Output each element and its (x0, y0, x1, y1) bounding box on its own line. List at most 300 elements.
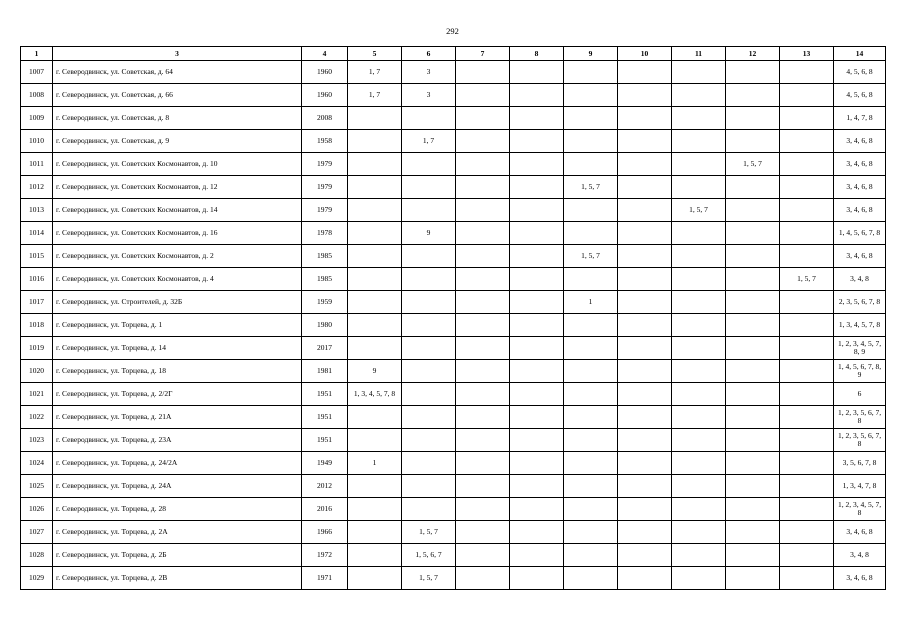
table-cell (510, 452, 564, 475)
table-cell (510, 475, 564, 498)
table-cell (456, 544, 510, 567)
table-cell: 1, 3, 4, 7, 8 (834, 475, 886, 498)
table-cell: 4, 5, 6, 8 (834, 84, 886, 107)
table-cell (456, 153, 510, 176)
table-cell (402, 337, 456, 360)
table-cell (402, 199, 456, 222)
row-number-cell: 1011 (21, 153, 53, 176)
table-cell (726, 567, 780, 590)
table-cell (564, 61, 618, 84)
table-cell (348, 475, 402, 498)
table-cell (456, 360, 510, 383)
table-cell (510, 383, 564, 406)
table-cell (672, 84, 726, 107)
table-cell: 3, 4, 6, 8 (834, 153, 886, 176)
table-cell (348, 429, 402, 452)
table-cell (456, 61, 510, 84)
table-cell (780, 337, 834, 360)
table-cell (672, 475, 726, 498)
table-cell: 1, 3, 4, 5, 7, 8 (834, 314, 886, 337)
table-cell (780, 567, 834, 590)
table-cell: 1, 5, 6, 7 (402, 544, 456, 567)
address-cell: г. Северодвинск, ул. Торцева, д. 28 (53, 498, 302, 521)
row-number-cell: 1024 (21, 452, 53, 475)
table-cell (564, 199, 618, 222)
table-cell (618, 268, 672, 291)
address-cell: г. Северодвинск, ул. Торцева, д. 24А (53, 475, 302, 498)
table-cell (672, 153, 726, 176)
table-cell (402, 314, 456, 337)
table-cell (780, 521, 834, 544)
table-cell (726, 360, 780, 383)
table-row (21, 268, 886, 291)
table-cell (402, 107, 456, 130)
table-cell (510, 406, 564, 429)
table-cell (510, 153, 564, 176)
address-cell: г. Северодвинск, ул. Советская, д. 64 (53, 61, 302, 84)
table-cell (726, 337, 780, 360)
table-cell (564, 268, 618, 291)
address-cell: г. Северодвинск, ул. Советских Космонавтов, д. 4 (53, 268, 302, 291)
table-cell (726, 406, 780, 429)
year-cell: 1971 (302, 567, 348, 590)
table-cell (510, 521, 564, 544)
column-header: 7 (456, 47, 510, 61)
table-header (21, 47, 886, 61)
table-cell (780, 222, 834, 245)
table-cell (618, 291, 672, 314)
column-header: 12 (726, 47, 780, 61)
table-cell (510, 498, 564, 521)
address-cell: г. Северодвинск, ул. Советских Космонавтов, д. 12 (53, 176, 302, 199)
table-cell: 3, 4, 8 (834, 544, 886, 567)
page-number: 292 (446, 26, 459, 36)
table-cell: 6 (834, 383, 886, 406)
table-cell (456, 314, 510, 337)
row-number-cell: 1029 (21, 567, 53, 590)
table-cell (726, 84, 780, 107)
table-row (21, 567, 886, 590)
table-cell (726, 291, 780, 314)
table-cell (618, 544, 672, 567)
table-cell (672, 429, 726, 452)
row-number-cell: 1018 (21, 314, 53, 337)
table-cell (348, 544, 402, 567)
table-cell: 3, 4, 6, 8 (834, 199, 886, 222)
table-cell (618, 245, 672, 268)
table-cell (456, 406, 510, 429)
table-cell: 1, 4, 5, 6, 7, 8, 9 (834, 360, 886, 383)
year-cell: 1978 (302, 222, 348, 245)
table-row (21, 383, 886, 406)
table-cell (456, 107, 510, 130)
table-cell (564, 107, 618, 130)
table-cell (348, 107, 402, 130)
table-cell (348, 337, 402, 360)
address-cell: г. Северодвинск, ул. Советских Космонавтов, д. 2 (53, 245, 302, 268)
year-cell: 1951 (302, 406, 348, 429)
table-cell (726, 222, 780, 245)
table-cell: 1, 7 (348, 84, 402, 107)
header-row (21, 47, 886, 61)
table-cell (726, 429, 780, 452)
table-row (21, 199, 886, 222)
table-cell (402, 452, 456, 475)
table-cell (618, 429, 672, 452)
table-cell (510, 245, 564, 268)
column-header: 14 (834, 47, 886, 61)
table-cell (564, 567, 618, 590)
table-cell (672, 360, 726, 383)
table-cell (672, 452, 726, 475)
table-row (21, 176, 886, 199)
year-cell: 2008 (302, 107, 348, 130)
table-cell (726, 452, 780, 475)
address-cell: г. Северодвинск, ул. Строителей, д. 32Б (53, 291, 302, 314)
table-cell (456, 567, 510, 590)
table-cell (618, 567, 672, 590)
table-cell (780, 84, 834, 107)
column-header: 13 (780, 47, 834, 61)
table-cell: 2, 3, 5, 6, 7, 8 (834, 291, 886, 314)
table-cell (672, 544, 726, 567)
table-cell (726, 268, 780, 291)
table-row (21, 475, 886, 498)
row-number-cell: 1027 (21, 521, 53, 544)
table-cell (672, 61, 726, 84)
table-cell (402, 245, 456, 268)
table-cell: 1, 7 (402, 130, 456, 153)
table-row (21, 291, 886, 314)
row-number-cell: 1007 (21, 61, 53, 84)
table-cell: 1, 2, 3, 5, 6, 7, 8 (834, 429, 886, 452)
year-cell: 1951 (302, 383, 348, 406)
address-cell: г. Северодвинск, ул. Торцева, д. 2/2Г (53, 383, 302, 406)
column-header: 4 (302, 47, 348, 61)
year-cell: 1985 (302, 268, 348, 291)
address-cell: г. Северодвинск, ул. Торцева, д. 2А (53, 521, 302, 544)
table-cell (780, 475, 834, 498)
table-cell (726, 383, 780, 406)
table-cell (510, 199, 564, 222)
table-cell: 1, 5, 7 (402, 567, 456, 590)
table-cell (726, 475, 780, 498)
table-cell: 1, 2, 3, 4, 5, 7, 8, 9 (834, 337, 886, 360)
table-cell: 3, 4, 8 (834, 268, 886, 291)
table-cell: 1, 5, 7 (564, 245, 618, 268)
year-cell: 1972 (302, 544, 348, 567)
table-cell (618, 475, 672, 498)
address-cell: г. Северодвинск, ул. Советских Космонавтов, д. 14 (53, 199, 302, 222)
table-cell: 3, 4, 6, 8 (834, 176, 886, 199)
address-cell: г. Северодвинск, ул. Торцева, д. 24/2А (53, 452, 302, 475)
table-cell (618, 452, 672, 475)
table-cell (348, 130, 402, 153)
table-cell (726, 130, 780, 153)
address-cell: г. Северодвинск, ул. Торцева, д. 2Б (53, 544, 302, 567)
table-cell (456, 291, 510, 314)
address-cell: г. Северодвинск, ул. Торцева, д. 14 (53, 337, 302, 360)
table-row (21, 406, 886, 429)
table-row (21, 153, 886, 176)
table-cell (564, 544, 618, 567)
address-cell: г. Северодвинск, ул. Торцева, д. 2В (53, 567, 302, 590)
table-cell (672, 521, 726, 544)
table-row (21, 314, 886, 337)
table-cell: 3 (402, 61, 456, 84)
row-number-cell: 1023 (21, 429, 53, 452)
address-cell: г. Северодвинск, ул. Советская, д. 8 (53, 107, 302, 130)
row-number-cell: 1012 (21, 176, 53, 199)
table-row (21, 521, 886, 544)
year-cell: 1985 (302, 245, 348, 268)
table-cell (618, 107, 672, 130)
table-cell (780, 245, 834, 268)
table-cell: 9 (402, 222, 456, 245)
year-cell: 1959 (302, 291, 348, 314)
table-cell (564, 360, 618, 383)
table-cell (780, 176, 834, 199)
table-cell (348, 268, 402, 291)
table-cell (456, 268, 510, 291)
table-cell (348, 521, 402, 544)
table-cell (618, 199, 672, 222)
year-cell: 1979 (302, 199, 348, 222)
row-number-cell: 1026 (21, 498, 53, 521)
table-cell (780, 452, 834, 475)
table-cell (348, 199, 402, 222)
column-header: 9 (564, 47, 618, 61)
table-cell (510, 567, 564, 590)
table-cell (726, 314, 780, 337)
table-cell (510, 107, 564, 130)
table-cell (780, 314, 834, 337)
table-cell (402, 291, 456, 314)
row-number-cell: 1025 (21, 475, 53, 498)
table-cell: 9 (348, 360, 402, 383)
table-cell: 4, 5, 6, 8 (834, 61, 886, 84)
table-row (21, 498, 886, 521)
table-cell (402, 406, 456, 429)
table-row (21, 360, 886, 383)
table-row (21, 337, 886, 360)
address-cell: г. Северодвинск, ул. Советских Космонавтов, д. 10 (53, 153, 302, 176)
table-cell (402, 475, 456, 498)
table-cell (402, 153, 456, 176)
table-cell: 1, 7 (348, 61, 402, 84)
table-cell (618, 406, 672, 429)
table-cell (564, 222, 618, 245)
table-cell: 3, 4, 6, 8 (834, 567, 886, 590)
table-row (21, 222, 886, 245)
table-cell (780, 498, 834, 521)
table-cell (456, 199, 510, 222)
table-cell: 3, 4, 6, 8 (834, 130, 886, 153)
table-cell (618, 498, 672, 521)
table-cell (402, 176, 456, 199)
table-cell (402, 498, 456, 521)
table-cell (510, 222, 564, 245)
table-cell (510, 429, 564, 452)
table-cell (672, 268, 726, 291)
year-cell: 1981 (302, 360, 348, 383)
year-cell: 2017 (302, 337, 348, 360)
column-header: 3 (53, 47, 302, 61)
table-cell (618, 360, 672, 383)
table-cell: 1, 4, 7, 8 (834, 107, 886, 130)
table-cell (780, 61, 834, 84)
table-cell (348, 291, 402, 314)
year-cell: 1960 (302, 84, 348, 107)
table-cell (564, 383, 618, 406)
table-cell (510, 84, 564, 107)
table-cell: 3, 4, 6, 8 (834, 521, 886, 544)
row-number-cell: 1017 (21, 291, 53, 314)
address-cell: г. Северодвинск, ул. Торцева, д. 18 (53, 360, 302, 383)
table-cell (618, 521, 672, 544)
table-cell (402, 429, 456, 452)
table-cell (456, 222, 510, 245)
table-cell (672, 176, 726, 199)
table-cell (402, 268, 456, 291)
table-cell: 1 (348, 452, 402, 475)
table-cell (618, 337, 672, 360)
address-cell: г. Северодвинск, ул. Советская, д. 66 (53, 84, 302, 107)
year-cell: 1958 (302, 130, 348, 153)
year-cell: 1979 (302, 153, 348, 176)
table-cell (456, 383, 510, 406)
table-cell (348, 222, 402, 245)
table-cell (564, 406, 618, 429)
table-cell (672, 222, 726, 245)
row-number-cell: 1013 (21, 199, 53, 222)
table-cell (672, 245, 726, 268)
table-cell (726, 498, 780, 521)
address-cell: г. Северодвинск, ул. Советских Космонавтов, д. 16 (53, 222, 302, 245)
table-cell (456, 84, 510, 107)
table-cell (348, 567, 402, 590)
year-cell: 2016 (302, 498, 348, 521)
table-cell (510, 176, 564, 199)
table-cell (618, 153, 672, 176)
table-cell: 1, 2, 3, 4, 5, 7, 8 (834, 498, 886, 521)
table-row (21, 107, 886, 130)
row-number-cell: 1009 (21, 107, 53, 130)
table-cell (726, 61, 780, 84)
year-cell: 2012 (302, 475, 348, 498)
table-cell (780, 406, 834, 429)
column-header: 1 (21, 47, 53, 61)
table-cell (780, 383, 834, 406)
table-cell (780, 107, 834, 130)
table-cell (510, 61, 564, 84)
table-cell (564, 84, 618, 107)
table-cell (726, 107, 780, 130)
table-cell (564, 475, 618, 498)
column-header: 5 (348, 47, 402, 61)
table-cell (564, 153, 618, 176)
table-cell (672, 567, 726, 590)
table-cell: 1, 4, 5, 6, 7, 8 (834, 222, 886, 245)
row-number-cell: 1021 (21, 383, 53, 406)
table-cell (348, 176, 402, 199)
address-cell: г. Северодвинск, ул. Торцева, д. 21А (53, 406, 302, 429)
row-number-cell: 1028 (21, 544, 53, 567)
table-cell (564, 337, 618, 360)
table-cell (564, 498, 618, 521)
table-cell (510, 291, 564, 314)
table-cell (672, 383, 726, 406)
table-cell: 1, 5, 7 (672, 199, 726, 222)
row-number-cell: 1016 (21, 268, 53, 291)
table-row (21, 61, 886, 84)
table-cell (456, 337, 510, 360)
table-cell: 1, 5, 7 (402, 521, 456, 544)
table-cell (456, 429, 510, 452)
table-cell: 1, 2, 3, 5, 6, 7, 8 (834, 406, 886, 429)
table-cell (780, 429, 834, 452)
table-cell (510, 130, 564, 153)
register-table (20, 46, 886, 590)
table-cell: 1 (564, 291, 618, 314)
table-cell (618, 130, 672, 153)
row-number-cell: 1014 (21, 222, 53, 245)
table-cell (402, 383, 456, 406)
year-cell: 1980 (302, 314, 348, 337)
address-cell: г. Северодвинск, ул. Торцева, д. 23А (53, 429, 302, 452)
row-number-cell: 1010 (21, 130, 53, 153)
table-cell (564, 452, 618, 475)
table-cell (618, 84, 672, 107)
table-cell (780, 291, 834, 314)
year-cell: 1960 (302, 61, 348, 84)
table-row (21, 245, 886, 268)
column-header: 6 (402, 47, 456, 61)
table-cell (672, 337, 726, 360)
table-cell (726, 521, 780, 544)
table-cell (348, 314, 402, 337)
table-cell (564, 429, 618, 452)
column-header: 11 (672, 47, 726, 61)
table-cell (564, 521, 618, 544)
table-cell: 1, 3, 4, 5, 7, 8 (348, 383, 402, 406)
table-cell (402, 360, 456, 383)
row-number-cell: 1015 (21, 245, 53, 268)
table-cell (510, 337, 564, 360)
table-cell (618, 314, 672, 337)
table-cell (780, 130, 834, 153)
table-cell (564, 130, 618, 153)
table-cell (348, 406, 402, 429)
table-cell (672, 130, 726, 153)
column-header: 8 (510, 47, 564, 61)
table-cell (726, 199, 780, 222)
table-cell (348, 245, 402, 268)
address-cell: г. Северодвинск, ул. Советская, д. 9 (53, 130, 302, 153)
row-number-cell: 1008 (21, 84, 53, 107)
table-row (21, 452, 886, 475)
table-cell (780, 199, 834, 222)
row-number-cell: 1020 (21, 360, 53, 383)
table-cell (672, 314, 726, 337)
table-cell (780, 360, 834, 383)
row-number-cell: 1019 (21, 337, 53, 360)
table-cell (456, 452, 510, 475)
table-body (21, 61, 886, 590)
table-cell (510, 360, 564, 383)
table-cell (510, 544, 564, 567)
table-cell (456, 245, 510, 268)
